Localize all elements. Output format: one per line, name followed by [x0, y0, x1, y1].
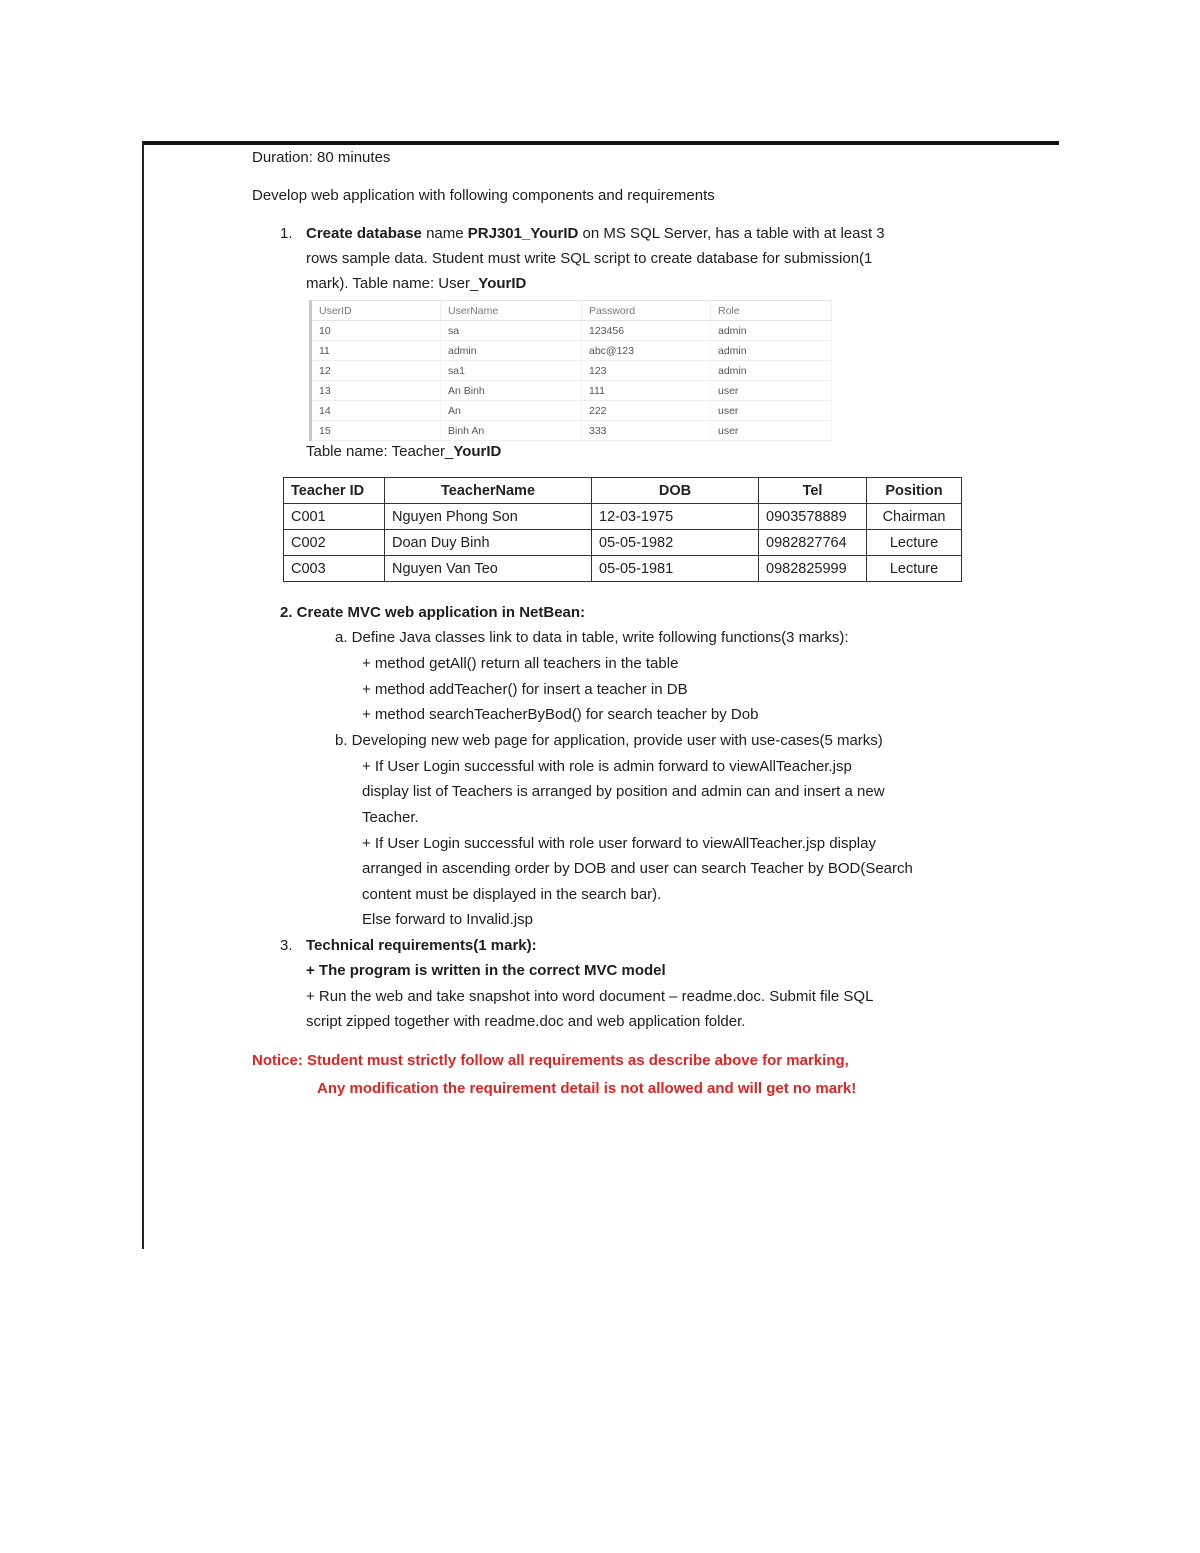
user-table-row	[311, 321, 832, 341]
teacher-col-header: Tel	[759, 478, 867, 504]
teacher-cell: Doan Duy Binh	[385, 530, 592, 556]
q2-b4: + If User Login successful with role user forward to viewAllTeacher.jsp display	[362, 835, 876, 852]
notice-line1: Notice: Student must strictly follow all requirements as describe above for marking,	[252, 1052, 849, 1069]
teacher-col-header: Teacher ID	[284, 478, 385, 504]
q3-number: 3.	[280, 937, 293, 954]
user-table-row	[311, 401, 832, 421]
user-cell: 12	[311, 361, 441, 381]
teacher-table-row	[284, 556, 962, 582]
q2-b: b. Developing new web page for application, provide user with use-cases(5 marks)	[335, 732, 883, 749]
teacher-table-row	[284, 504, 962, 530]
teacher-cell: 0903578889	[759, 504, 867, 530]
q2-b3: Teacher.	[362, 809, 419, 826]
user-col-header: UserName	[441, 301, 582, 321]
q2-b1: + If User Login successful with role is admin forward to viewAllTeacher.jsp	[362, 758, 852, 775]
user-table-row	[311, 341, 832, 361]
teacher-cell: 12-03-1975	[592, 504, 759, 530]
user-cell: admin	[711, 361, 832, 381]
user-cell: admin	[441, 341, 582, 361]
duration-text: Duration: 80 minutes	[252, 149, 391, 166]
user-col-header: UserID	[311, 301, 441, 321]
q3-r3: script zipped together with readme.doc and web application folder.	[306, 1013, 746, 1030]
user-cell: 222	[582, 401, 711, 421]
user-cell: admin	[711, 341, 832, 361]
user-table-row	[311, 381, 832, 401]
q1-number: 1.	[280, 225, 293, 242]
teacher-table-header-row	[284, 478, 962, 504]
q1-line2: rows sample data. Student must write SQL script to create database for submission(1	[306, 250, 873, 267]
teacher-cell: C002	[284, 530, 385, 556]
teacher-cell: Lecture	[867, 556, 962, 582]
user-cell: An	[441, 401, 582, 421]
user-col-header: Role	[711, 301, 832, 321]
q3-r1: + The program is written in the correct MVC model	[306, 962, 666, 979]
user-cell: sa1	[441, 361, 582, 381]
q2-title: 2. Create MVC web application in NetBean:	[280, 604, 586, 621]
user-cell: 123456	[582, 321, 711, 341]
q2-b7: Else forward to Invalid.jsp	[362, 911, 533, 928]
teacher-col-header: Position	[867, 478, 962, 504]
teacher-cell: C001	[284, 504, 385, 530]
q2-a2: + method addTeacher() for insert a teacher in DB	[362, 681, 688, 698]
teacher-cell: 0982825999	[759, 556, 867, 582]
user-cell: 13	[311, 381, 441, 401]
q2-a: a. Define Java classes link to data in table, write following functions(3 marks):	[335, 629, 849, 646]
user-table-header-row	[311, 301, 832, 321]
user-cell: admin	[711, 321, 832, 341]
user-col-header: Password	[582, 301, 711, 321]
q3-r2: + Run the web and take snapshot into word document – readme.doc. Submit file SQL	[306, 988, 874, 1005]
user-cell: user	[711, 401, 832, 421]
left-border-line	[142, 141, 144, 1249]
teacher-cell: Chairman	[867, 504, 962, 530]
q2-b2: display list of Teachers is arranged by position and admin can and insert a new	[362, 783, 885, 800]
q2-a1: + method getAll() return all teachers in the table	[362, 655, 679, 672]
user-table-row	[311, 421, 832, 441]
user-table	[309, 300, 832, 441]
user-cell: Binh An	[441, 421, 582, 441]
teacher-col-header: DOB	[592, 478, 759, 504]
q1-line1: Create database name PRJ301_YourID on MS SQL Server, has a table with at least 3	[306, 225, 885, 242]
q1-line3: mark). Table name: User_YourID	[306, 275, 527, 292]
user-cell: 14	[311, 401, 441, 421]
user-cell: 333	[582, 421, 711, 441]
intro-text: Develop web application with following components and requirements	[252, 187, 715, 204]
teacher-table	[283, 477, 962, 582]
user-table-row	[311, 361, 832, 381]
user-cell: 11	[311, 341, 441, 361]
q2-a3: + method searchTeacherByBod() for search teacher by Dob	[362, 706, 759, 723]
user-cell: An Binh	[441, 381, 582, 401]
notice-line2: Any modification the requirement detail is not allowed and will get no mark!	[317, 1080, 857, 1097]
teacher-cell: C003	[284, 556, 385, 582]
q3-title: Technical requirements(1 mark):	[306, 937, 537, 954]
user-cell: 15	[311, 421, 441, 441]
user-cell: sa	[441, 321, 582, 341]
teacher-cell: Nguyen Phong Son	[385, 504, 592, 530]
top-border-line	[142, 141, 1059, 145]
user-cell: 123	[582, 361, 711, 381]
teacher-cell: Nguyen Van Teo	[385, 556, 592, 582]
teacher-cell: 0982827764	[759, 530, 867, 556]
user-cell: abc@123	[582, 341, 711, 361]
user-cell: user	[711, 381, 832, 401]
teacher-cell: Lecture	[867, 530, 962, 556]
q2-b5: arranged in ascending order by DOB and user can search Teacher by BOD(Search	[362, 860, 913, 877]
q2-b6: content must be displayed in the search bar).	[362, 886, 662, 903]
user-cell: 10	[311, 321, 441, 341]
teacher-table-row	[284, 530, 962, 556]
user-cell: user	[711, 421, 832, 441]
teacher-col-header: TeacherName	[385, 478, 592, 504]
user-cell: 111	[582, 381, 711, 401]
teacher-table-caption: Table name: Teacher_YourID	[306, 443, 502, 460]
teacher-cell: 05-05-1981	[592, 556, 759, 582]
teacher-cell: 05-05-1982	[592, 530, 759, 556]
